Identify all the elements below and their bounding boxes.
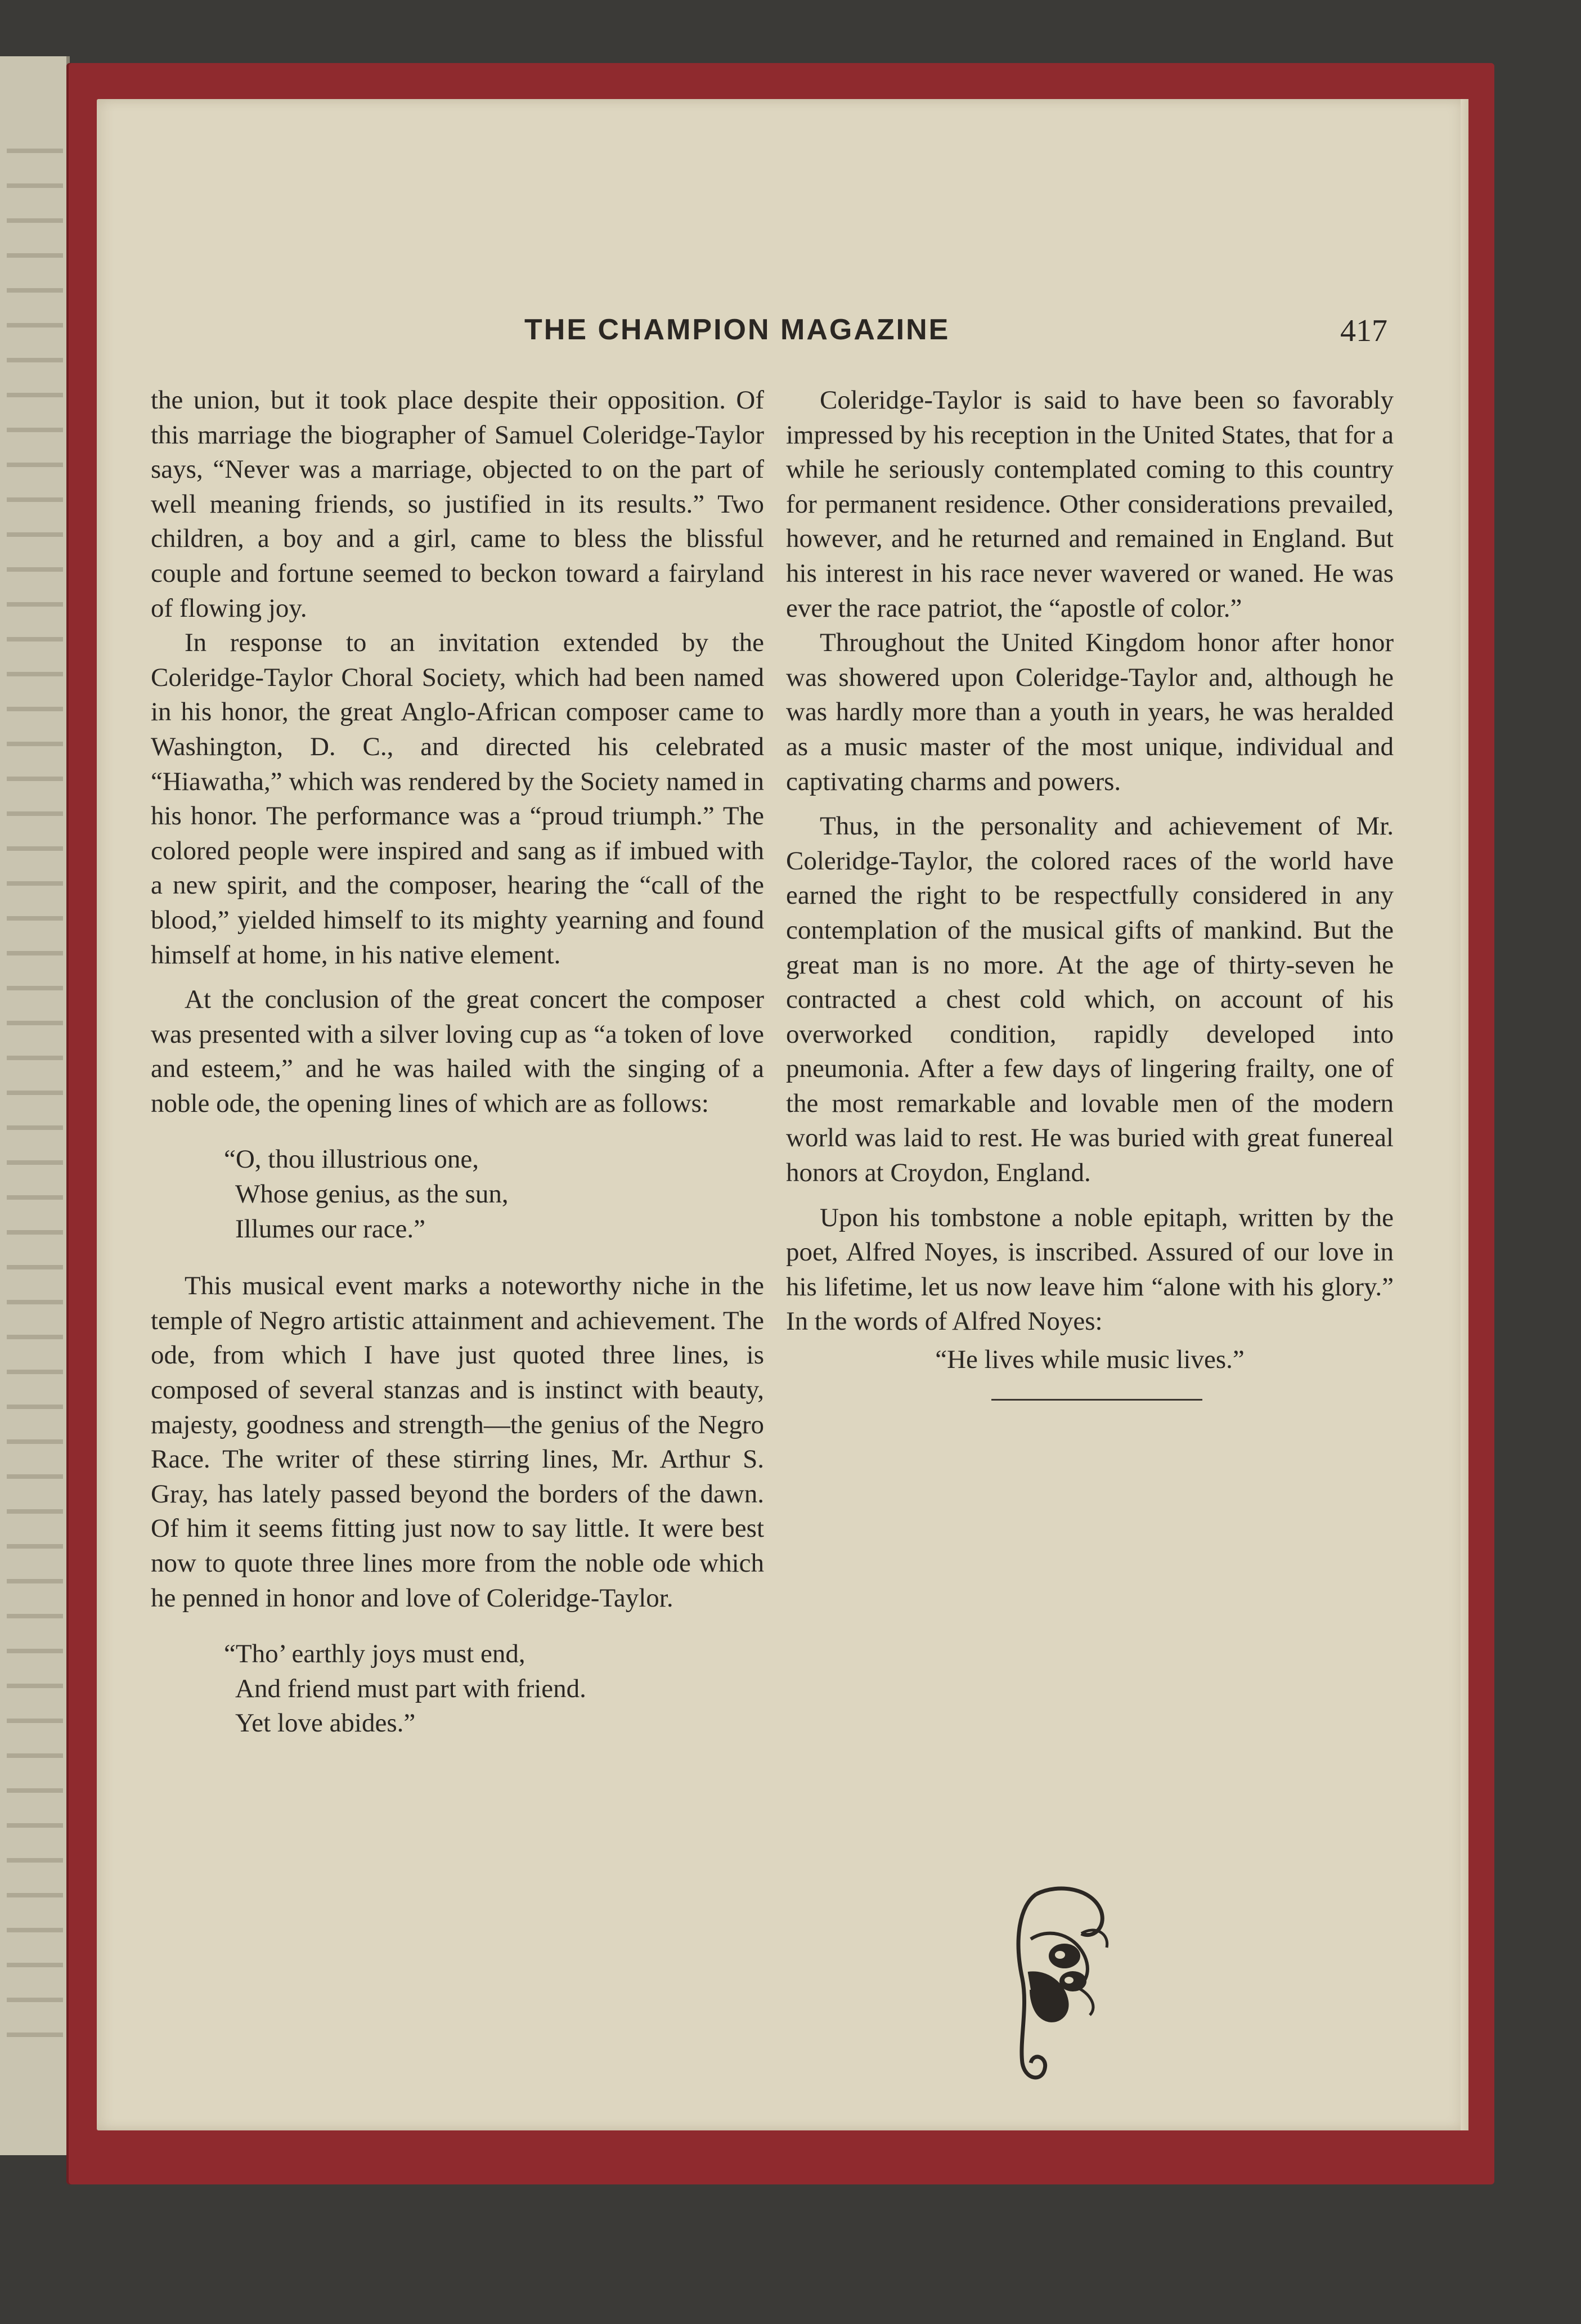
previous-page-edge <box>0 56 70 2155</box>
verse-line: Illumes our race.” <box>235 1214 425 1244</box>
paragraph: Thus, in the personality and achievement of Mr. Coleridge-Taylor, the colored races of the world have earned the right to be respectfully considered in any contemplation of the musical gifts of mankind. But the great man is no more. At the age of thirty-seven he contracted a chest cold which, on account of his overworked condition, rapidly developed into pneumonia. After a few days of lingering frailty, one of the most remarkable and lovable men of the modern world was laid to rest. He was buried with great funereal honors at Croydon, England. <box>786 811 1394 1188</box>
page-number: 417 <box>1340 313 1387 348</box>
verse-line: “O, thou illustrious one, <box>224 1145 479 1174</box>
paragraph: Throughout the United Kingdom honor after honor was showered upon Coleridge-Taylor and, although he was hardly more than a youth in years, he was heralded as a music master of the most unique, individual and captivating charms and powers. <box>786 628 1394 796</box>
left-column <box>151 383 764 1764</box>
page-header <box>97 313 1468 358</box>
verse-line: Yet love abides.” <box>235 1708 416 1738</box>
page-edge <box>1461 99 1468 2130</box>
verse-line: Whose genius, as the sun, <box>235 1179 509 1209</box>
paragraph: Coleridge-Taylor is said to have been so favorably impressed by his reception in the United States, that for a while he seriously contemplated coming to this country for permanent residence. Other considerations prevailed, however, and he returned and remained in England. But his interest in his race never wavered or waned. He was ever the race patriot, the “apostle of color.” <box>786 385 1394 623</box>
paragraph: the union, but it took place despite their opposition. Of this marriage the biographer of Samuel Coleridge-Taylor says, “Never was a marriage, objected to on the part of well meaning friends, so justified in its results.” Two children, a boy and a girl, came to bless the blissful couple and fortune seemed to beckon toward a fairyland of flowing joy. <box>151 385 764 623</box>
previous-page-text-fragment <box>7 124 63 2037</box>
floral-ornament-icon <box>997 1872 1132 2097</box>
section-divider <box>991 1399 1202 1401</box>
paragraph: At the conclusion of the great concert the composer was presented with a silver loving cup as “a token of love and esteem,” and he was hailed with the singing of a noble ode, the opening lines of which are as follows: <box>151 985 764 1118</box>
paragraph: Upon his tombstone a noble epitaph, written by the poet, Alfred Noyes, is inscribed. Assured of our love in his lifetime, let us now leave him “alone with his glory.” In the words of Alfred Noyes: <box>786 1203 1394 1336</box>
paragraph: In response to an invitation extended by the Coleridge-Taylor Choral Society, which had been named in his honor, the great Anglo-African composer came to Washington, D. C., and directed his celebrated “Hiawatha,” which was rendered by the Society named in his honor. The performance was a “proud triumph.” The colored people were inspired and sang as if imbued with a new spirit, and the composer, hearing the “call of the blood,” yielded himself to its mighty yearning and found himself at home, in his native element. <box>151 628 764 970</box>
closing-quote: “He lives while music lives.” <box>935 1345 1245 1375</box>
right-column <box>786 383 1394 1401</box>
verse-line: “Tho’ earthly joys must end, <box>224 1639 525 1669</box>
ode-verse-opening <box>224 1142 764 1246</box>
magazine-page <box>97 99 1468 2130</box>
ode-verse-closing <box>224 1637 764 1741</box>
running-title: THE CHAMPION MAGAZINE <box>524 313 950 346</box>
paragraph: This musical event marks a noteworthy niche in the temple of Negro artistic attainment and achievement. The ode, from which I have just quoted three lines, is composed of several stanzas and is instinct with beauty, majesty, goodness and strength—the genius of the Negro Race. The writer of these stirring lines, Mr. Arthur S. Gray, has lately passed beyond the borders of the dawn. Of him it seems fitting just now to say little. It were best now to quote three lines more from the noble ode which he penned in honor and love of Coleridge-Taylor. <box>151 1271 764 1613</box>
verse-line: And friend must part with friend. <box>235 1674 586 1703</box>
